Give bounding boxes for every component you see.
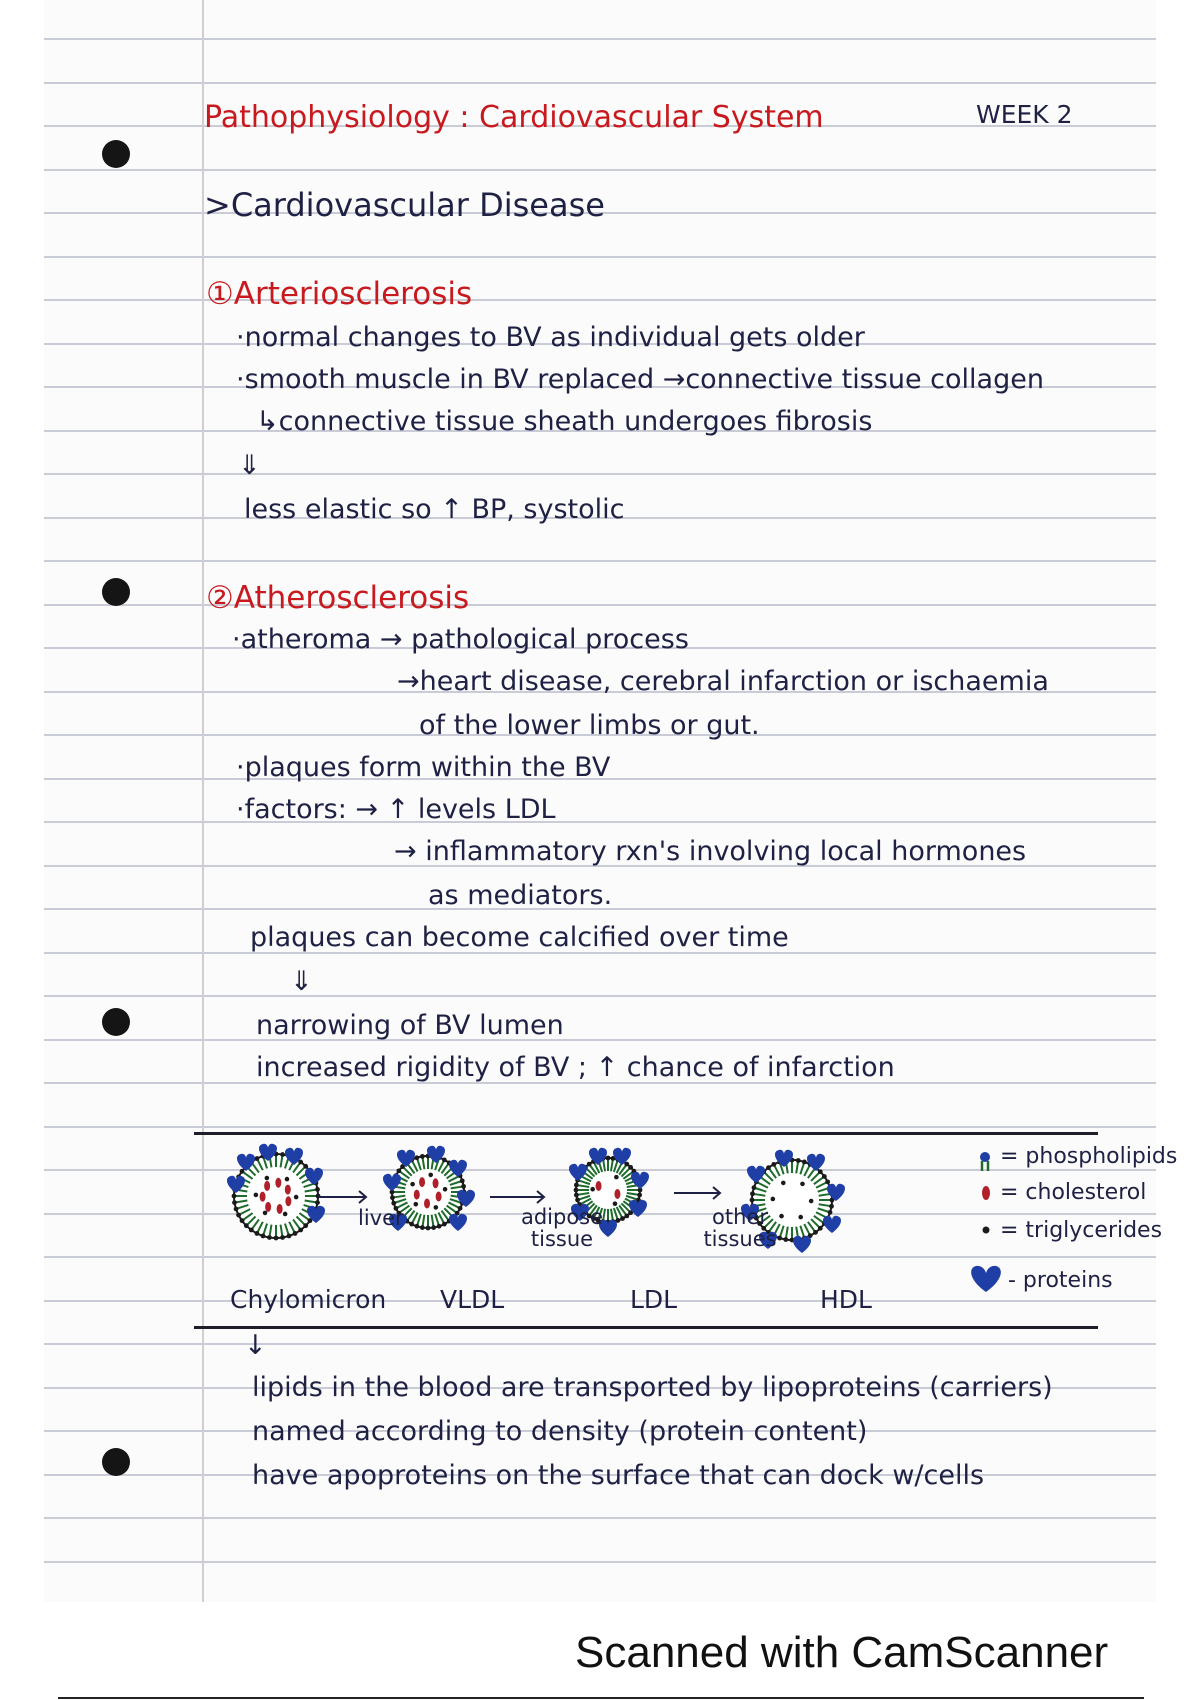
legend-cholesterol: = cholesterol [1000, 1180, 1147, 1205]
note-line: named according to density (protein content) [252, 1416, 868, 1447]
note-line: of the lower limbs or gut. [419, 710, 760, 741]
page-title: Pathophysiology : Cardiovascular System [204, 100, 824, 135]
implies-arrow: ⇓ [290, 966, 313, 997]
protein-heart-icon [971, 1266, 1001, 1292]
note-line: ·smooth muscle in BV replaced →connective tissue collagen [236, 364, 1044, 395]
particle-label: VLDL [440, 1285, 505, 1314]
note-line: ·atheroma → pathological process [232, 624, 689, 655]
particle-label: Chylomicron [230, 1285, 387, 1314]
footer-rule [58, 1697, 1144, 1699]
note-line: have apoproteins on the surface that can dock w/cells [252, 1460, 985, 1491]
particle-label: LDL [630, 1285, 678, 1314]
note-line: less elastic so ↑ BP, systolic [244, 494, 625, 525]
atherosclerosis-heading: ②Atherosclerosis [206, 580, 470, 616]
scanner-watermark: Scanned with CamScanner [575, 1628, 1109, 1677]
chylomicron-particle [227, 1144, 325, 1241]
note-line: plaques can become calcified over time [250, 922, 789, 953]
arrow-label-adipose: adipose tissue [520, 1205, 604, 1251]
week-label: WEEK 2 [976, 100, 1073, 129]
legend-phospholipids: = phospholipids [1000, 1144, 1178, 1169]
note-line: ↳connective tissue sheath undergoes fibrosis [256, 406, 873, 437]
implies-arrow: ⇓ [238, 450, 261, 481]
note-line: ·factors: → ↑ levels LDL [236, 794, 556, 825]
arrow-label-other-tissues: other tissues [703, 1205, 777, 1251]
note-line: → inflammatory rxn's involving local hormones [394, 836, 1027, 867]
legend-triglycerides: = triglycerides [1000, 1218, 1163, 1243]
note-line: narrowing of BV lumen [256, 1010, 564, 1041]
note-line: ·plaques form within the BV [236, 752, 611, 783]
particle-label: HDL [820, 1285, 872, 1314]
note-line: ·normal changes to BV as individual gets older [236, 322, 865, 353]
triglyceride-icon [983, 1227, 990, 1234]
phospholipid-icon [980, 1152, 990, 1171]
notebook-page [44, 0, 1178, 1602]
note-line: lipids in the blood are transported by lipoproteins (carriers) [252, 1372, 1053, 1403]
arrow-label-liver: liver [358, 1206, 404, 1230]
section-heading: >Cardiovascular Disease [204, 186, 605, 224]
arteriosclerosis-heading: ①Arteriosclerosis [206, 276, 473, 312]
lipoprotein-diagram [44, 0, 1156, 1602]
note-line: →heart disease, cerebral infarction or ischaemia [397, 666, 1049, 697]
down-arrow: ↓ [244, 1330, 267, 1361]
cholesterol-icon [982, 1186, 990, 1200]
legend-proteins: - proteins [1008, 1268, 1113, 1293]
note-line: increased rigidity of BV ; ↑ chance of infarction [256, 1052, 895, 1083]
note-line: as mediators. [428, 880, 613, 911]
